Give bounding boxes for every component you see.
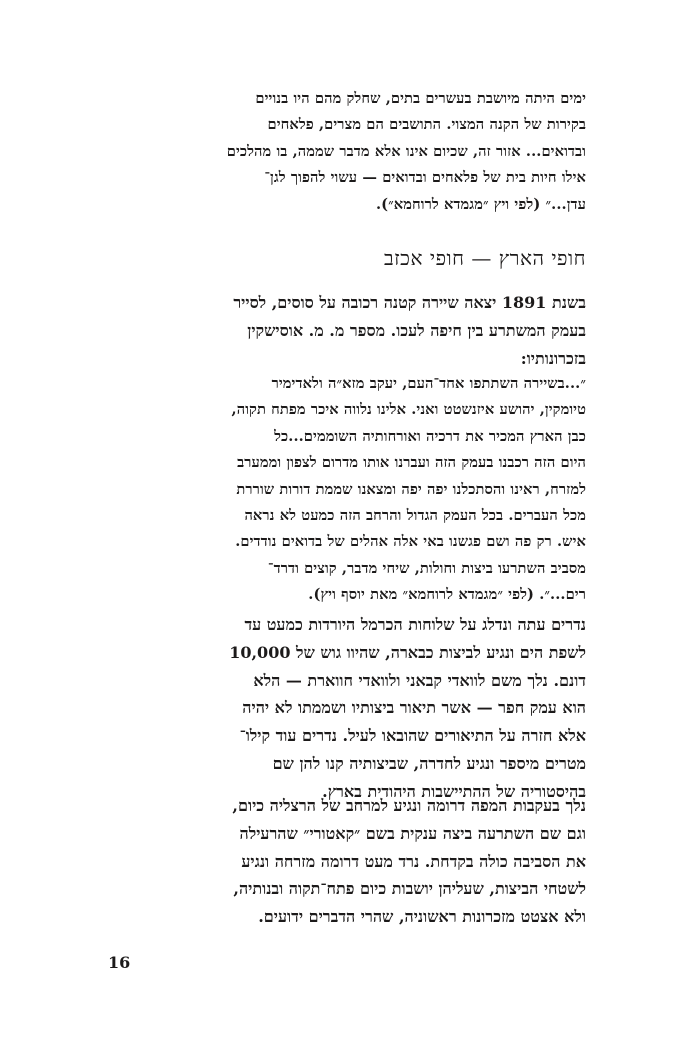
intro-paragraph-line: בזכרונותיו: — [520, 348, 586, 368]
paragraph-2-line: אלא חזרה על התיאורים שהובאו לעיל. נדרים עוד קילו־ — [239, 726, 586, 746]
top-quote-line: עדן...״ (לפי ויץ ״מגמדא לרוחמא״). — [375, 195, 586, 213]
intro-paragraph-line: בעמק המשתרע בין חיפה לעכו. מספר מ. מ. אוסישקין — [247, 320, 586, 340]
paragraph-2-line: הוא עמק חפר — אשר תיאור ביצותיו ושממתו לא יהיה — [242, 698, 586, 718]
page-number: 16 — [108, 953, 131, 972]
paragraph-3-line: ולא אצטט מזכרונות ראשוניה, שהרי הדברים ידועים. — [258, 907, 586, 927]
paragraph-3-line: נלך בעקבות המפה דרומה ונגיע למרחב של הרצליה כיום, — [232, 796, 586, 815]
top-quote — [108, 86, 586, 218]
paragraph-3-line: וגם שם השתרעה ביצה ענקית בשם ״קאטורי״ שהרעילה — [239, 823, 586, 843]
paragraph-3-line: את הסביבה כולה בקדחת. נרד מעט דרומה מזרחה ונגיע — [241, 851, 586, 871]
paragraph-2-line: לשפת הים ונגיע לביצות כבארה, שהיוו גוש של 10,000 — [229, 642, 586, 662]
memoir-quote-line: היום הזה רכבנו בעמק הזה ועברנו אותו מדרום לצפון וממערב — [237, 454, 586, 472]
paragraph-2-line: בהיסטוריה של ההתיישבות היהודית בארץ. — [322, 781, 586, 801]
section-heading: חופי הארץ — חופי אכזב — [383, 246, 586, 270]
intro-paragraph — [108, 289, 586, 372]
memoir-quote-line: מסביב השתרעו ביצות וחולות, שיחי מדבר, קוצים ודרד־ — [267, 559, 586, 577]
memoir-quote-line: רים...״. (לפי ״מגמדא לרוחמא״ מאת יוסף ויץ). — [308, 586, 586, 604]
intro-paragraph-line: בשנת 1891 יצאה שיירה קטנה רכובה על סוסים, לסייר — [233, 293, 586, 312]
paragraph-2-line: נדרים עתה ונדלג על שלוחות הכרמל היורדות כמעט עד — [244, 615, 586, 634]
paragraph-2-line: דונם. נלך משם לוואדי קבאני ולוואדי חווארת — הלא — [253, 670, 586, 690]
memoir-quote-line: טיומקין, יהושע איזנשטט ואני. אלינו נלווה איכר מפתח תקוה, — [231, 401, 586, 419]
paragraph-3 — [108, 792, 586, 931]
memoir-quote-line: איש. רק פה ושם פגשנו באי אלה אהלים של בדואים נודדים. — [235, 533, 586, 551]
memoir-quote-line: ״...בשיירה השתתפו אחד־העם, יעקב מזא״ה ולאדימיר — [271, 375, 586, 392]
memoir-quote-line: מכל העברים. בכל העמק הגדול והרחב הזה כמעט לא נראה — [244, 507, 586, 525]
top-quote-line: ובדואים... אזור זה, שכיום אינו אלא מדבר שממה, בו מהלכים — [226, 142, 586, 160]
memoir-quote-line: למזרח, ראינו והסתכלנו יפה יפה ומצאנו שממת דורות שוררת — [236, 480, 586, 498]
top-quote-line: אילו חיות בית של פלאחים ובדואים — עשוי להפוך לגן־ — [264, 169, 586, 187]
paragraph-2 — [108, 611, 586, 806]
paragraph-3-line: לשטחי הביצות, שעליהן יושבות כיום פתח־תקוה ובנותיה, — [233, 879, 586, 899]
memoir-quote-line: כבן הארץ המכיר את דרכיה ואורחותיה השוממים...כל — [274, 427, 586, 445]
top-quote-line: בקירות של הקנה המצוי. התושבים הם מצרים, פלאחים — [267, 116, 586, 134]
paragraph-2-line: מטרים מיספר ונגיע לחדרה, שביצותיה קנו להן שם — [272, 753, 586, 773]
top-quote-line: ימים היתה מיושבת בעשרים בתים, שחלק מהם היו בנויים — [255, 90, 586, 107]
memoir-quote — [108, 371, 586, 609]
